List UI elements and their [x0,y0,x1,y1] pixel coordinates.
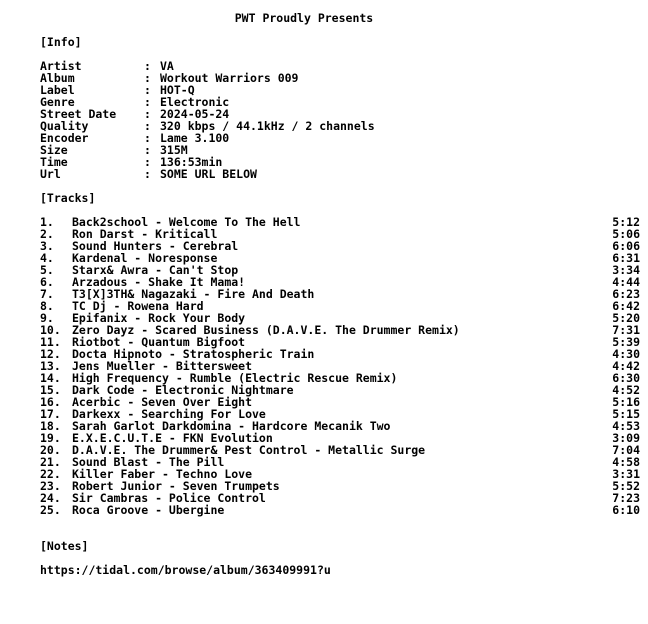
track-number: 1. [40,215,54,229]
info-row [40,60,640,72]
info-row [40,156,640,168]
info-row [40,132,640,144]
track-duration: 3:09 [612,431,640,445]
info-separator: : [144,59,151,73]
track-duration: 4:44 [612,275,640,289]
track-number: 2. [40,227,54,241]
info-separator: : [144,71,151,85]
track-duration: 5:12 [612,215,640,229]
track-number: 15. [40,383,61,397]
track-title: E.X.E.C.U.T.E - FKN Evolution [72,431,273,445]
track-number: 19. [40,431,61,445]
track-number: 22. [40,467,61,481]
track-duration: 4:42 [612,359,640,373]
info-value: HOT-Q [160,83,195,97]
info-row [40,84,640,96]
track-title: High Frequency - Rumble (Electric Rescue Remix) [72,371,398,385]
info-value: 315M [160,143,188,157]
info-separator: : [144,155,151,169]
track-number: 14. [40,371,61,385]
track-number: 3. [40,239,54,253]
track-title: Kardenal - Noresponse [72,251,218,265]
info-separator: : [144,131,151,145]
track-title: D.A.V.E. The Drummer& Pest Control - Metallic Surge [72,443,426,457]
track-title: Starx& Awra - Can't Stop [72,263,239,277]
track-duration: 6:30 [612,371,640,385]
track-title: Zero Dayz - Scared Business (D.A.V.E. The Drummer Remix) [72,323,460,337]
info-value: Electronic [160,95,230,109]
track-number: 12. [40,347,61,361]
info-key: Quality [40,119,89,133]
info-header: [Info] [40,35,82,49]
track-number: 6. [40,275,54,289]
track-duration: 4:58 [612,455,640,469]
track-title: Riotbot - Quantum Bigfoot [72,335,246,349]
tracks-header: [Tracks] [40,191,96,205]
track-duration: 5:16 [612,395,640,409]
track-duration: 7:23 [612,491,640,505]
track-number: 11. [40,335,61,349]
info-value: VA [160,59,174,73]
info-separator: : [144,167,151,181]
info-value: 136:53min [160,155,223,169]
info-key: Url [40,167,61,181]
track-duration: 4:52 [612,383,640,397]
info-value: 2024-05-24 [160,107,230,121]
track-number: 24. [40,491,61,505]
track-number: 4. [40,251,54,265]
info-value: Workout Warriors 009 [160,71,299,85]
track-row [40,504,640,516]
track-title: Roca Groove - Ubergine [72,503,225,517]
track-title: Sarah Garlot Darkdomina - Hardcore Mecanik Two [72,419,391,433]
track-duration: 5:06 [612,227,640,241]
track-title: Arzadous - Shake It Mama! [72,275,246,289]
track-title: Back2school - Welcome To The Hell [72,215,301,229]
track-duration: 5:39 [612,335,640,349]
info-row [40,168,640,180]
info-key: Time [40,155,68,169]
info-separator: : [144,119,151,133]
track-number: 17. [40,407,61,421]
notes-header: [Notes] [40,539,89,553]
info-key: Encoder [40,131,89,145]
track-title: Darkexx - Searching For Love [72,407,266,421]
info-key: Street Date [40,107,117,121]
track-number: 13. [40,359,61,373]
track-duration: 6:23 [612,287,640,301]
info-separator: : [144,95,151,109]
track-number: 20. [40,443,61,457]
track-duration: 3:34 [612,263,640,277]
track-number: 8. [40,299,54,313]
track-duration: 6:06 [612,239,640,253]
track-title: Docta Hipnoto - Stratospheric Train [72,347,315,361]
info-row [40,120,640,132]
track-title: Sound Hunters - Cerebral [72,239,239,253]
track-title: Jens Mueller - Bittersweet [72,359,253,373]
info-row [40,96,640,108]
info-row [40,144,640,156]
info-key: Album [40,71,75,85]
info-value: Lame 3.100 [160,131,230,145]
track-title: Dark Code - Electronic Nightmare [72,383,294,397]
track-duration: 3:31 [612,467,640,481]
info-value: 320 kbps / 44.1kHz / 2 channels [160,119,375,133]
track-duration: 6:42 [612,299,640,313]
info-value: SOME URL BELOW [160,167,257,181]
info-key: Label [40,83,75,97]
track-title: Sir Cambras - Police Control [72,491,266,505]
track-duration: 6:31 [612,251,640,265]
track-number: 5. [40,263,54,277]
track-title: Epifanix - Rock Your Body [72,311,246,325]
track-duration: 7:04 [612,443,640,457]
track-title: Robert Junior - Seven Trumpets [72,479,280,493]
track-title: Sound Blast - The Pill [72,455,225,469]
info-row [40,72,640,84]
track-number: 25. [40,503,61,517]
track-duration: 4:30 [612,347,640,361]
document-title: PWT Proudly Presents [234,11,374,25]
info-fields [40,60,640,180]
track-number: 7. [40,287,54,301]
notes-link[interactable]: https://tidal.com/browse/album/363409991?u [40,563,331,577]
track-title: Acerbic - Seven Over Eight [72,395,253,409]
track-duration: 6:10 [612,503,640,517]
track-duration: 4:53 [612,419,640,433]
track-number: 10. [40,323,61,337]
track-duration: 5:52 [612,479,640,493]
track-number: 23. [40,479,61,493]
track-number: 18. [40,419,61,433]
info-key: Size [40,143,68,157]
track-number: 9. [40,311,54,325]
info-key: Artist [40,59,82,73]
info-key: Genre [40,95,75,109]
track-title: TC Dj - Rowena Hard [72,299,204,313]
track-number: 16. [40,395,61,409]
track-title: T3[X]3TH& Nagazaki - Fire And Death [72,287,315,301]
track-duration: 7:31 [612,323,640,337]
info-separator: : [144,143,151,157]
info-separator: : [144,107,151,121]
track-number: 21. [40,455,61,469]
track-list [40,216,640,516]
track-duration: 5:15 [612,407,640,421]
track-title: Killer Faber - Techno Love [72,467,253,481]
nfo-document [40,12,640,576]
track-duration: 5:20 [612,311,640,325]
track-title: Ron Darst - Kriticall [72,227,218,241]
info-separator: : [144,83,151,97]
